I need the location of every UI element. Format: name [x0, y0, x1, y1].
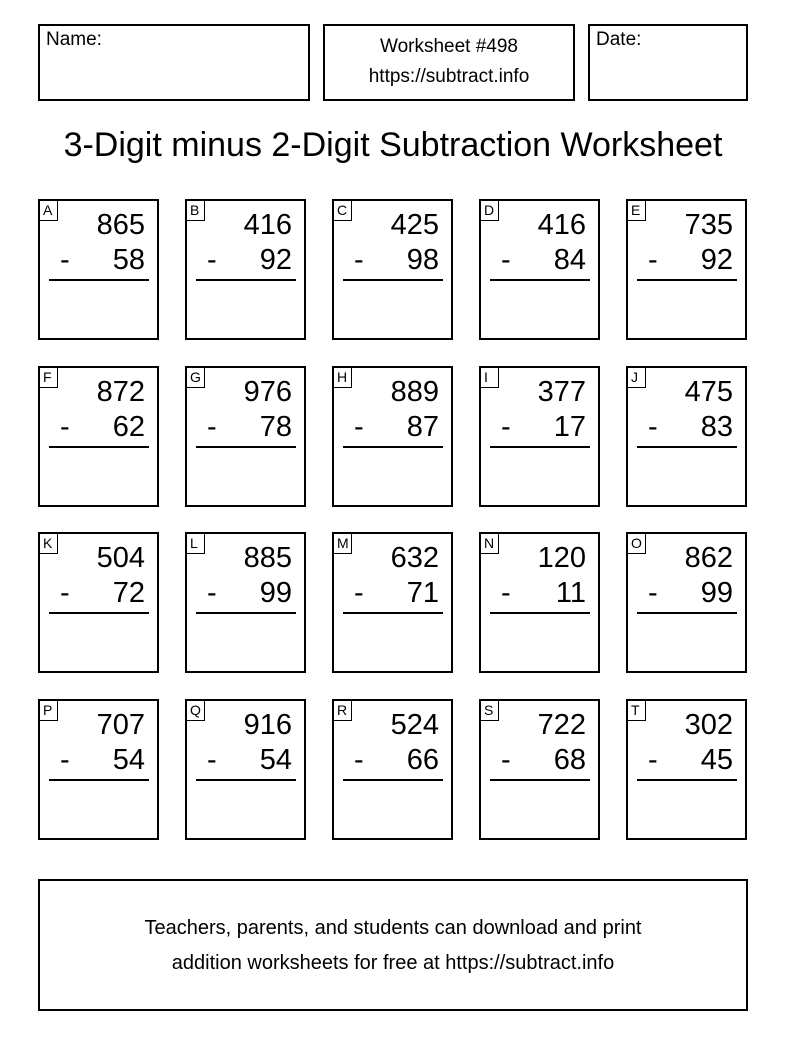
answer-line	[637, 446, 737, 448]
problem-letter: A	[39, 200, 58, 221]
subtrahend: 84	[553, 244, 586, 276]
minus-sign: -	[60, 744, 70, 776]
problem-letter: H	[333, 367, 352, 388]
problem-card	[626, 199, 747, 340]
problem-letter: E	[627, 200, 646, 221]
minuend: 425	[390, 209, 439, 241]
minuend: 302	[684, 709, 733, 741]
problem-card	[185, 199, 306, 340]
minus-sign: -	[354, 244, 364, 276]
problem-letter: J	[627, 367, 646, 388]
subtrahend: 54	[259, 744, 292, 776]
subtrahend: 58	[112, 244, 145, 276]
minuend: 889	[390, 376, 439, 408]
minuend: 632	[390, 542, 439, 574]
footer-line-2: addition worksheets for free at https://subtract.info	[171, 952, 615, 974]
subtrahend: 92	[700, 244, 733, 276]
minuend: 504	[96, 542, 145, 574]
minuend: 120	[537, 542, 586, 574]
problem-letter: M	[333, 533, 352, 554]
worksheet-number: Worksheet #498	[379, 36, 518, 57]
answer-line	[637, 279, 737, 281]
problem-letter: K	[39, 533, 58, 554]
problem-card	[332, 366, 453, 507]
minus-sign: -	[648, 744, 658, 776]
subtrahend: 87	[406, 411, 439, 443]
minus-sign: -	[648, 411, 658, 443]
problem-card	[185, 532, 306, 673]
minuend: 416	[537, 209, 586, 241]
page-title: 3-Digit minus 2-Digit Subtraction Worksheet	[63, 126, 723, 164]
footer-note	[38, 879, 748, 1011]
subtrahend: 92	[259, 244, 292, 276]
minuend: 722	[537, 709, 586, 741]
problem-card	[332, 532, 453, 673]
problem-letter: N	[480, 533, 499, 554]
problem-card	[38, 366, 159, 507]
problem-card	[38, 199, 159, 340]
answer-line	[49, 279, 149, 281]
problem-letter: C	[333, 200, 352, 221]
answer-line	[490, 446, 590, 448]
problem-card	[38, 699, 159, 840]
minus-sign: -	[354, 411, 364, 443]
minus-sign: -	[501, 244, 511, 276]
problem-letter: F	[39, 367, 58, 388]
minus-sign: -	[501, 577, 511, 609]
subtrahend: 66	[406, 744, 439, 776]
worksheet-url: https://subtract.info	[368, 66, 530, 87]
minuend: 862	[684, 542, 733, 574]
minus-sign: -	[354, 744, 364, 776]
answer-line	[637, 779, 737, 781]
minus-sign: -	[648, 244, 658, 276]
subtrahend: 99	[700, 577, 733, 609]
subtrahend: 68	[553, 744, 586, 776]
answer-line	[49, 446, 149, 448]
answer-line	[343, 279, 443, 281]
worksheet-info-box	[323, 24, 575, 101]
minus-sign: -	[501, 744, 511, 776]
footer-line-1: Teachers, parents, and students can download and print	[144, 917, 642, 939]
name-label: Name:	[46, 29, 102, 50]
name-field	[38, 24, 310, 101]
problem-letter: Q	[186, 700, 205, 721]
subtrahend: 54	[112, 744, 145, 776]
problem-letter: O	[627, 533, 646, 554]
problem-letter: R	[333, 700, 352, 721]
problem-card	[479, 199, 600, 340]
minuend: 707	[96, 709, 145, 741]
subtrahend: 62	[112, 411, 145, 443]
minuend: 524	[390, 709, 439, 741]
date-field	[588, 24, 748, 101]
answer-line	[490, 779, 590, 781]
answer-line	[196, 779, 296, 781]
minus-sign: -	[501, 411, 511, 443]
minus-sign: -	[60, 577, 70, 609]
minus-sign: -	[60, 411, 70, 443]
minuend: 865	[96, 209, 145, 241]
answer-line	[343, 779, 443, 781]
minuend: 735	[684, 209, 733, 241]
answer-line	[196, 446, 296, 448]
minuend: 872	[96, 376, 145, 408]
problem-card	[479, 532, 600, 673]
answer-line	[343, 612, 443, 614]
minus-sign: -	[60, 244, 70, 276]
problem-card	[185, 366, 306, 507]
minuend: 916	[243, 709, 292, 741]
answer-line	[49, 779, 149, 781]
date-label: Date:	[596, 29, 642, 50]
problem-letter: S	[480, 700, 499, 721]
problem-letter: B	[186, 200, 205, 221]
answer-line	[490, 612, 590, 614]
subtrahend: 98	[406, 244, 439, 276]
problem-card	[626, 532, 747, 673]
problem-card	[479, 366, 600, 507]
subtrahend: 83	[700, 411, 733, 443]
problem-card	[185, 699, 306, 840]
subtrahend: 17	[553, 411, 586, 443]
problem-card	[626, 366, 747, 507]
subtrahend: 71	[406, 577, 439, 609]
subtrahend: 11	[555, 577, 586, 609]
answer-line	[49, 612, 149, 614]
problem-card	[38, 532, 159, 673]
answer-line	[637, 612, 737, 614]
minuend: 885	[243, 542, 292, 574]
minuend: 976	[243, 376, 292, 408]
problem-letter: D	[480, 200, 499, 221]
problem-letter: G	[186, 367, 205, 388]
problem-letter: I	[480, 367, 499, 388]
minus-sign: -	[207, 744, 217, 776]
subtrahend: 72	[112, 577, 145, 609]
subtrahend: 99	[259, 577, 292, 609]
answer-line	[196, 279, 296, 281]
answer-line	[490, 279, 590, 281]
problem-letter: L	[186, 533, 205, 554]
minus-sign: -	[648, 577, 658, 609]
problem-card	[332, 199, 453, 340]
minuend: 416	[243, 209, 292, 241]
problem-letter: P	[39, 700, 58, 721]
problem-card	[626, 699, 747, 840]
problem-card	[479, 699, 600, 840]
minuend: 475	[684, 376, 733, 408]
minuend: 377	[537, 376, 586, 408]
minus-sign: -	[207, 577, 217, 609]
subtrahend: 45	[700, 744, 733, 776]
answer-line	[196, 612, 296, 614]
minus-sign: -	[207, 411, 217, 443]
problem-letter: T	[627, 700, 646, 721]
problem-card	[332, 699, 453, 840]
minus-sign: -	[354, 577, 364, 609]
subtrahend: 78	[259, 411, 292, 443]
minus-sign: -	[207, 244, 217, 276]
answer-line	[343, 446, 443, 448]
